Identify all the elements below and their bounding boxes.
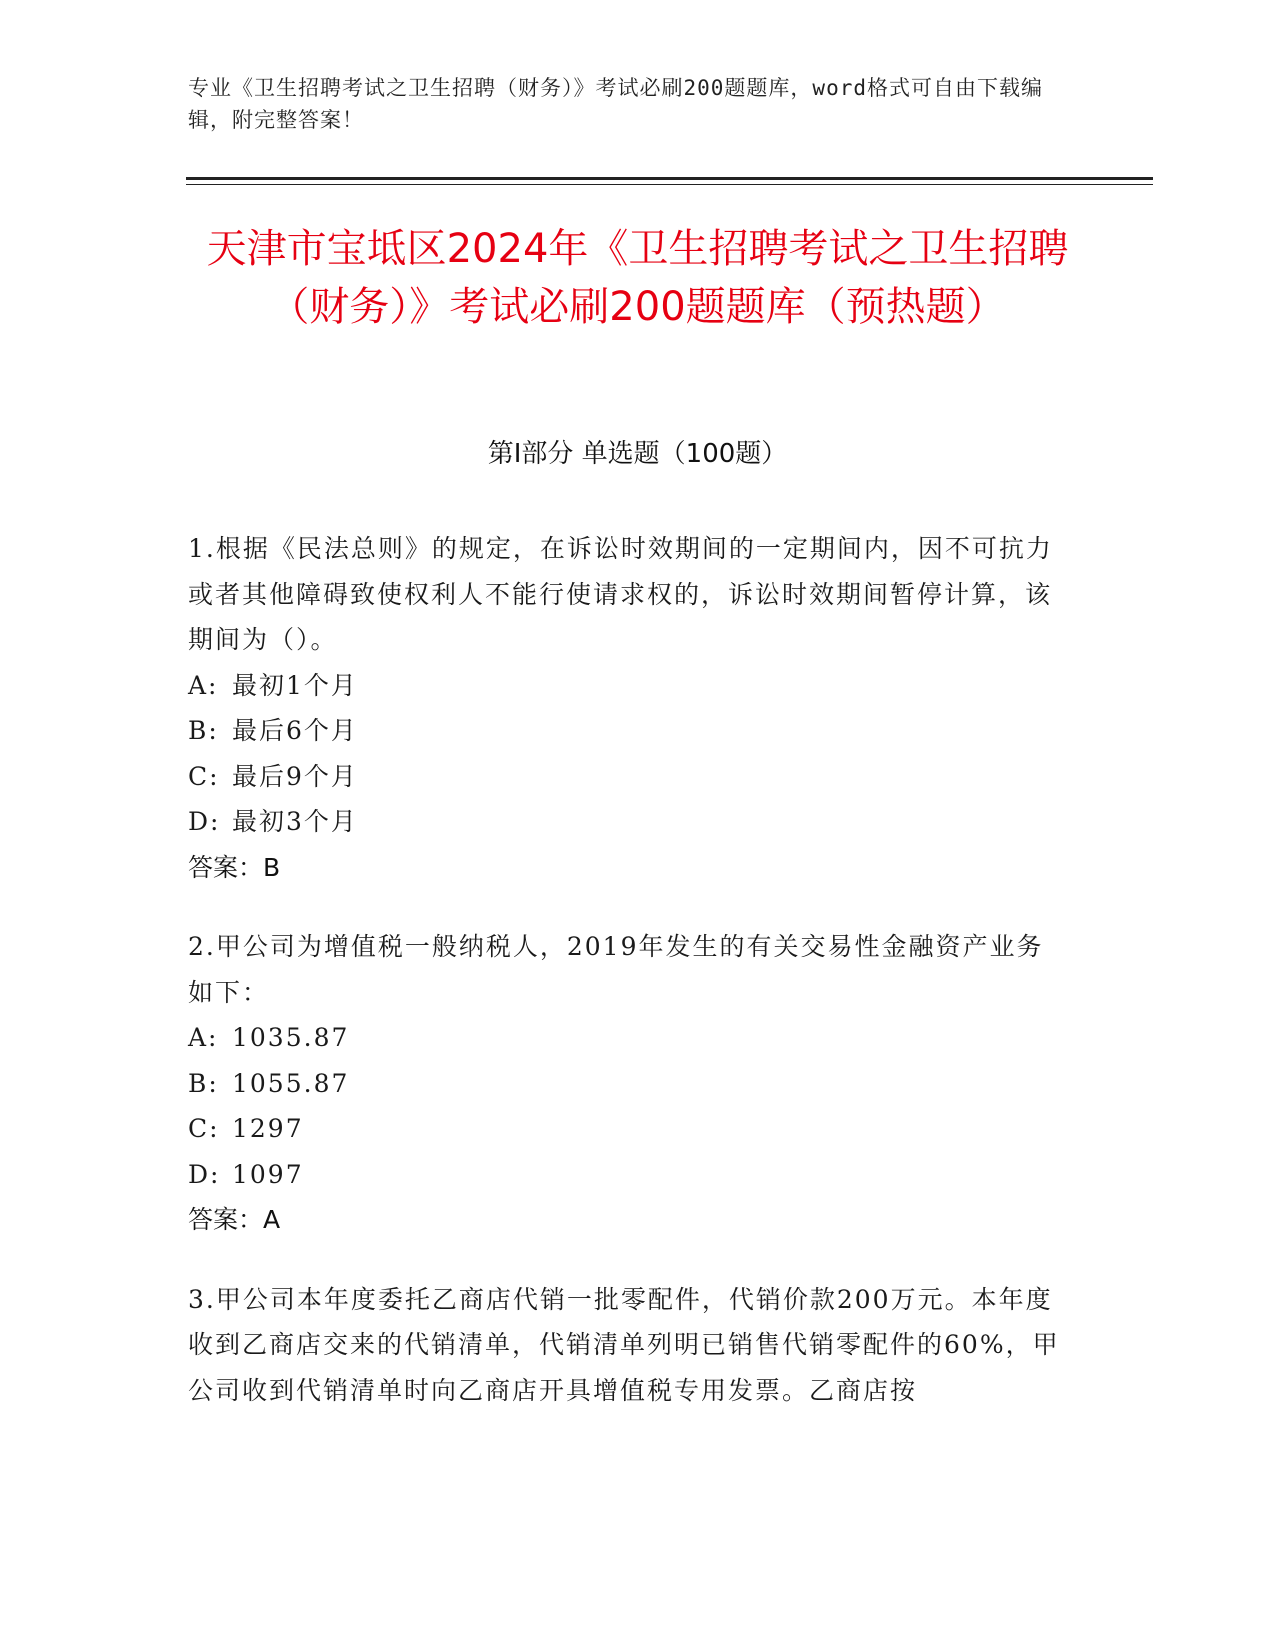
option-b <box>188 1061 1068 1107</box>
option-key: A: <box>188 1023 219 1052</box>
document-title: 天津市宝坻区2024年《卫生招聘考试之卫生招聘（财务）》考试必刷200题题库（预热题） <box>206 226 1069 330</box>
question-2 <box>188 924 1068 1243</box>
option-key: B: <box>188 1068 219 1098</box>
question-stem: 3.甲公司本年度委托乙商店代销一批零配件，代销价款200万元。本年度收到乙商店交来的代销清单，代销清单列明已销售代销零配件的60%，甲公司收到代销清单时向乙商店开具增值税专用发票。乙商店按 <box>188 1284 1060 1405</box>
option-b <box>188 708 1068 754</box>
option-text: 1035.87 <box>232 1023 350 1052</box>
option-text: 1055.87 <box>232 1068 350 1098</box>
option-text: 1297 <box>232 1114 304 1143</box>
option-c <box>188 1106 1068 1152</box>
section-title: 第Ⅰ部分 单选题（100题） <box>487 439 788 469</box>
option-a <box>188 663 1068 709</box>
question-3 <box>188 1277 1068 1414</box>
option-text: 最后6个月 <box>232 716 358 745</box>
option-c <box>188 754 1068 800</box>
option-key: D: <box>188 1159 221 1189</box>
option-a <box>188 1015 1068 1061</box>
question-stem: 2.甲公司为增值税一般纳税人，2019年发生的有关交易性金融资产业务如下： <box>188 932 1044 1007</box>
question-stem: 1.根据《民法总则》的规定，在诉讼时效期间的一定期间内，因不可抗力或者其他障碍致使权利人不能行使请求权的，诉讼时效期间暂停计算，该期间为（）。 <box>188 534 1053 654</box>
option-text: 1097 <box>232 1159 304 1189</box>
option-d <box>188 799 1068 845</box>
option-key: D: <box>188 807 221 836</box>
header-note: 专业《卫生招聘考试之卫生招聘（财务）》考试必刷200题题库，word格式可自由下载编辑，附完整答案！ <box>188 76 1043 132</box>
header-divider-thin <box>186 184 1153 185</box>
option-text: 最初3个月 <box>232 807 358 836</box>
option-key: B: <box>188 716 219 745</box>
answer-label: 答案：A <box>188 1205 281 1234</box>
header-divider-thick <box>186 177 1153 180</box>
option-text: 最后9个月 <box>232 761 358 791</box>
answer-label: 答案：B <box>188 852 281 882</box>
option-text: 最初1个月 <box>232 670 358 700</box>
option-key: C: <box>188 1114 220 1143</box>
option-d <box>188 1152 1068 1198</box>
question-list <box>188 526 1068 1447</box>
question-1 <box>188 526 1068 890</box>
option-key: A: <box>188 670 219 700</box>
option-key: C: <box>188 761 220 791</box>
